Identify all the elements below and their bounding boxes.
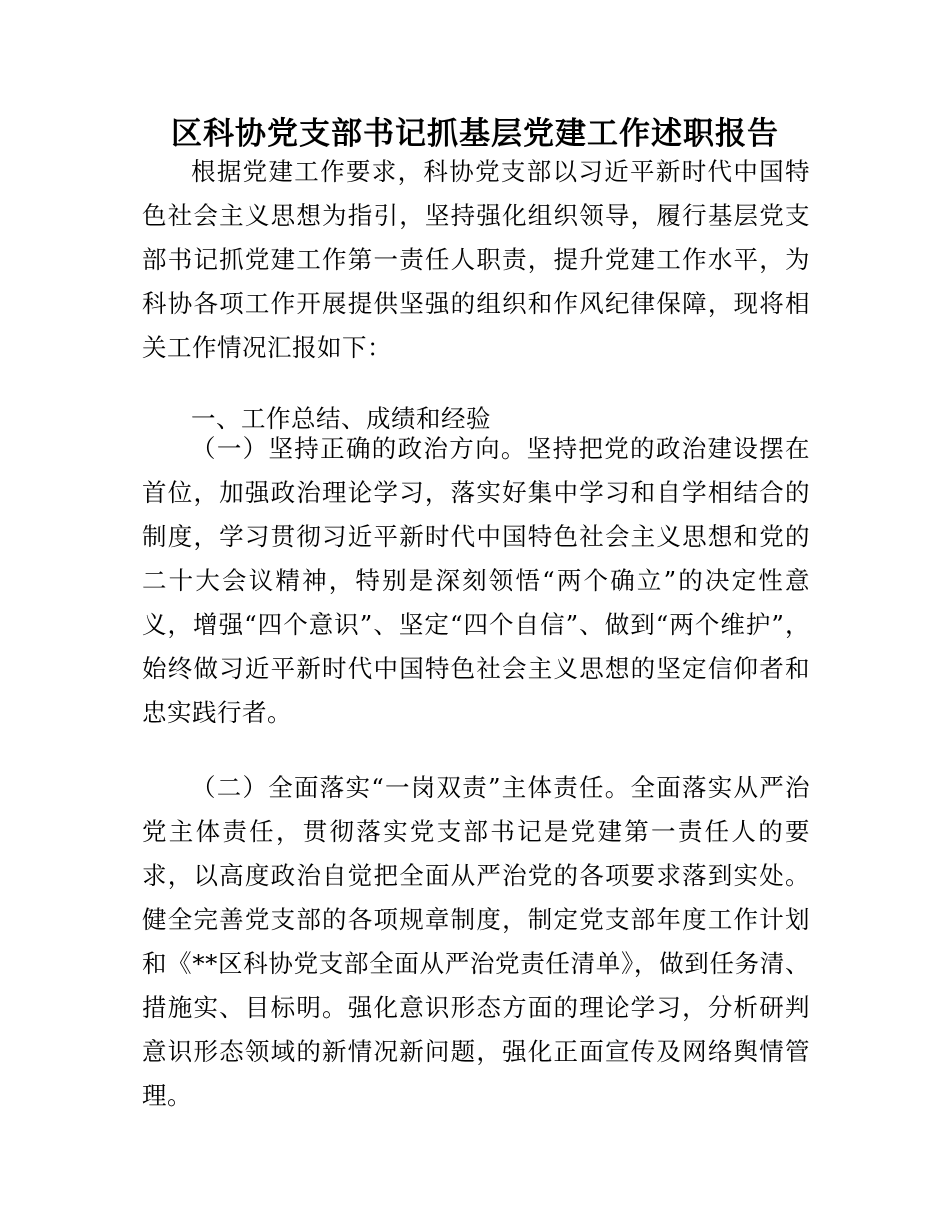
subsection-paragraph-2: （二）全面落实“一岗双责”主体责任。全面落实从严治党主体责任，贯彻落实党支部书记是党建第一责任人的要求，以高度政治自觉把全面从严治党的各项要求落到实处。健全完善党支部的各项规章制度，制定党支部年度工作计划和《**区科协党支部全面从严治党责任清单》，做到任务清、措施实、目标明。强化意识形态方面的理论学习，分析研判意识形态领域的新情况新问题，强化正面宣传及网络舆情管理。	[142, 773, 810, 1110]
section-heading: 一、工作总结、成绩和经验	[191, 404, 491, 433]
document-title: 区科协党支部书记抓基层党建工作述职报告	[171, 116, 779, 152]
intro-paragraph: 根据党建工作要求，科协党支部以习近平新时代中国特色社会主义思想为指引，坚持强化组织领导，履行基层党支部书记抓党建工作第一责任人职责，提升党建工作水平，为科协各项工作开展提供坚强的组织和作风纪律保障，现将相关工作情况汇报如下：	[142, 157, 810, 362]
subsection-paragraph-1: （一）坚持正确的政治方向。坚持把党的政治建设摆在首位，加强政治理论学习，落实好集中学习和自学相结合的制度，学习贯彻习近平新时代中国特色社会主义思想和党的二十大会议精神，特别是深刻领悟“两个确立”的决定性意义，增强“四个意识”、坚定“四个自信”、做到“两个维护”，始终做习近平新时代中国特色社会主义思想的坚定信仰者和忠实践行者。	[142, 434, 810, 727]
